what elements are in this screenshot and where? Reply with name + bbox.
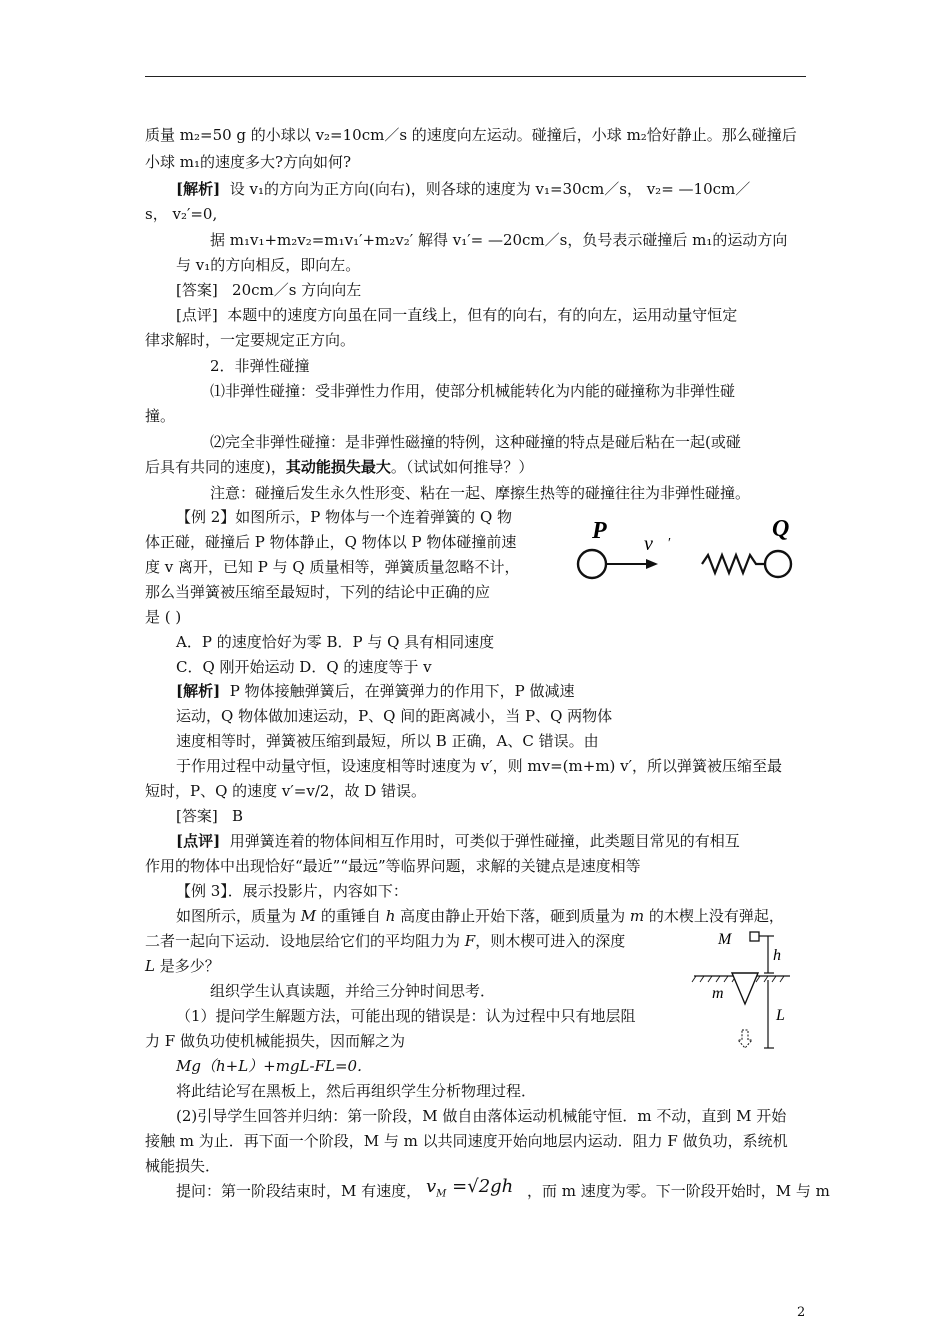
ex2-question-line-4: 那么当弹簧被压缩至最短时，下列的结论中正确的应: [145, 583, 491, 601]
label-m: m: [712, 985, 724, 1002]
spring-icon: [702, 555, 764, 573]
ex3-line-1: 如图所示，质量为 M 的重锤自 h 高度由静止开始下落，砸到质量为 m 的木楔上没有弹起，: [176, 907, 784, 925]
ex3-line-7: 将此结论写在黑板上，然后再组织学生分析物理过程．: [176, 1082, 537, 1100]
pile-driver-diagram: [690, 924, 810, 1062]
ex3-line-6: 力 F 做负功使机械能损失，因而解之为: [145, 1032, 405, 1050]
ex2-comment-line-2: 作用的物体中出现恰好“最近”“最远”等临界问题，求解的关键点是速度相等: [145, 857, 641, 875]
collision-diagram: [566, 512, 806, 592]
ex2-analysis-line-5: 短时，P、Q 的速度 v′=v/2，故 D 错误。: [145, 782, 427, 800]
ball-p: [578, 550, 606, 578]
wedge: [732, 973, 758, 1004]
answer-tag: [答案]: [176, 281, 218, 299]
ex2-analysis-line-3: 速度相等时，弹簧被压缩到最短，所以 B 正确，A、C 错误。由: [176, 732, 599, 750]
ex1-analysis-line-4: 与 v₁的方向相反，即向左。: [176, 256, 361, 274]
ex3-line-4: 组织学生认真读题，并给三分钟时间思考．: [210, 982, 496, 1000]
ex3-line-5: （1）提问学生解题方法，可能出现的错误是：认为过程中只有地层阻: [176, 1007, 636, 1025]
analysis-tag: [解析]: [176, 682, 221, 700]
inelastic-p2-line-1: ⑵完全非弹性碰撞：是非弹性磁撞的特例，这种碰撞的特点是碰后粘在一起(或碰: [210, 433, 741, 451]
ex3-line-10: 械能损失．: [145, 1157, 221, 1175]
ex1-analysis-line-2: s， v₂′=0,: [145, 205, 218, 223]
label-p: P: [592, 518, 607, 544]
ball-q: [765, 551, 791, 577]
ex1-comment-line-2: 律求解时，一定要规定正方向。: [145, 331, 356, 349]
ex3-title: 【例 3】．展示投影片，内容如下：: [176, 882, 408, 900]
emphasis-text: 其动能损失最大: [285, 458, 391, 476]
label-q: Q: [772, 516, 790, 542]
intro-line-1: 质量 m₂=50 g 的小球以 v₂=10cm／s 的速度向左运动。碰撞后，小球 m₂恰好静止。那么碰撞后: [145, 126, 797, 144]
ex3-line-8: (2)引导学生回答并归纳：第一阶段，M 做自由落体运动机械能守恒．m 不动，直到 M 开始: [176, 1107, 787, 1125]
comment-tag: [点评]: [176, 832, 221, 850]
ex1-analysis-line-3: 据 m₁v₁+m₂v₂=m₁v₁′+m₂v₂′ 解得 v₁′= —20cm／s，负号表示碰撞后 m₁的运动方向: [210, 231, 788, 249]
inelastic-note: 注意：碰撞后发生永久性形变、粘在一起、摩擦生热等的碰撞往往为非弹性碰撞。: [210, 484, 751, 502]
ex2-comment-line-1: [点评] 用弹簧连着的物体间相互作用时，可类似于弹性碰撞，此类题目常见的有相互: [176, 832, 740, 850]
label-M: M: [718, 931, 732, 948]
ex1-answer: [答案] 20cm／s 方向向左: [176, 281, 362, 299]
ex2-answer: [答案] B: [176, 807, 244, 825]
ex1-analysis-line-1: [解析] 设 v₁的方向为正方向(向右)，则各球的速度为 v₁=30cm／s， v₂= —10cm／: [176, 180, 751, 198]
ex2-options-ab: A．P 的速度恰好为零 B．P 与 Q 具有相同速度: [176, 633, 495, 651]
page-number: 2: [797, 1305, 806, 1320]
inelastic-p1-line-1: ⑴非弹性碰撞：受非弹性力作用，使部分机械能转化为内能的碰撞称为非弹性碰: [210, 382, 736, 400]
ex2-analysis-line-1: [解析] P 物体接触弹簧后，在弹簧弹力的作用下，P 做减速: [176, 682, 575, 700]
ex3-line-11b: ，而 m 速度为零。下一阶段开始时，M 与 m: [527, 1182, 830, 1200]
inelastic-p1-line-2: 撞。: [145, 407, 176, 425]
ex3-line-9: 接触 m 为止．再下面一个阶段，M 与 m 以共同速度开始向地层内运动．阻力 F 做负功，系统机: [145, 1132, 788, 1150]
ex3-wrong-equation: Mg（h+L）+mgL-FL=0．: [176, 1057, 373, 1075]
down-arrow-icon: [738, 1030, 752, 1048]
ex2-question-line-1: 【例 2】如图所示，P 物体与一个连着弹簧的 Q 物: [176, 508, 513, 526]
inelastic-p2-line-2: 后具有共同的速度)，其动能损失最大。（试试如何推导？）: [145, 458, 534, 476]
section-heading: 2．非弹性碰撞: [210, 357, 310, 375]
arrowhead-icon: [646, 559, 658, 569]
ex2-question-line-3: 度 v 离开，已知 P 与 Q 质量相等，弹簧质量忽略不计，: [145, 558, 520, 576]
svg-text:′: ′: [668, 536, 672, 551]
label-L: L: [776, 1007, 785, 1024]
ex1-comment-line-1: [点评] 本题中的速度方向虽在同一直线上，但有的向右，有的向左，运用动量守恒定: [176, 306, 738, 324]
velocity-formula: $v_M =√2gh$: [426, 1176, 514, 1200]
ex3-line-3: L 是多少？: [145, 957, 220, 975]
header-rule: [145, 76, 806, 77]
ex2-options-cd: C．Q 刚开始运动 D．Q 的速度等于 v: [176, 658, 432, 676]
label-h: h: [773, 947, 781, 964]
ex2-question-line-5: 是 ( ): [145, 608, 182, 626]
ex2-question-line-2: 体正碰，碰撞后 P 物体静止，Q 物体以 P 物体碰撞前速: [145, 533, 517, 551]
intro-line-2: 小球 m₁的速度多大?方向如何?: [145, 153, 352, 171]
analysis-tag: [解析]: [176, 180, 221, 198]
ex3-line-11a: 提问：第一阶段结束时，M 有速度，: [176, 1182, 422, 1200]
ex2-analysis-line-4: 于作用过程中动量守恒，设速度相等时速度为 v′，则 mv=(m+m) v′，所以弹簧被压缩至最: [176, 757, 783, 775]
ex3-line-2: 二者一起向下运动．设地层给它们的平均阻力为 F，则木楔可进入的深度: [145, 932, 626, 950]
hammer-block: [750, 932, 759, 941]
ex2-analysis-line-2: 运动，Q 物体做加速运动，P、Q 间的距离减小，当 P、Q 两物体: [176, 707, 613, 725]
label-v: v: [644, 533, 653, 555]
comment-tag: [点评]: [176, 306, 218, 324]
answer-tag: [答案]: [176, 807, 218, 825]
